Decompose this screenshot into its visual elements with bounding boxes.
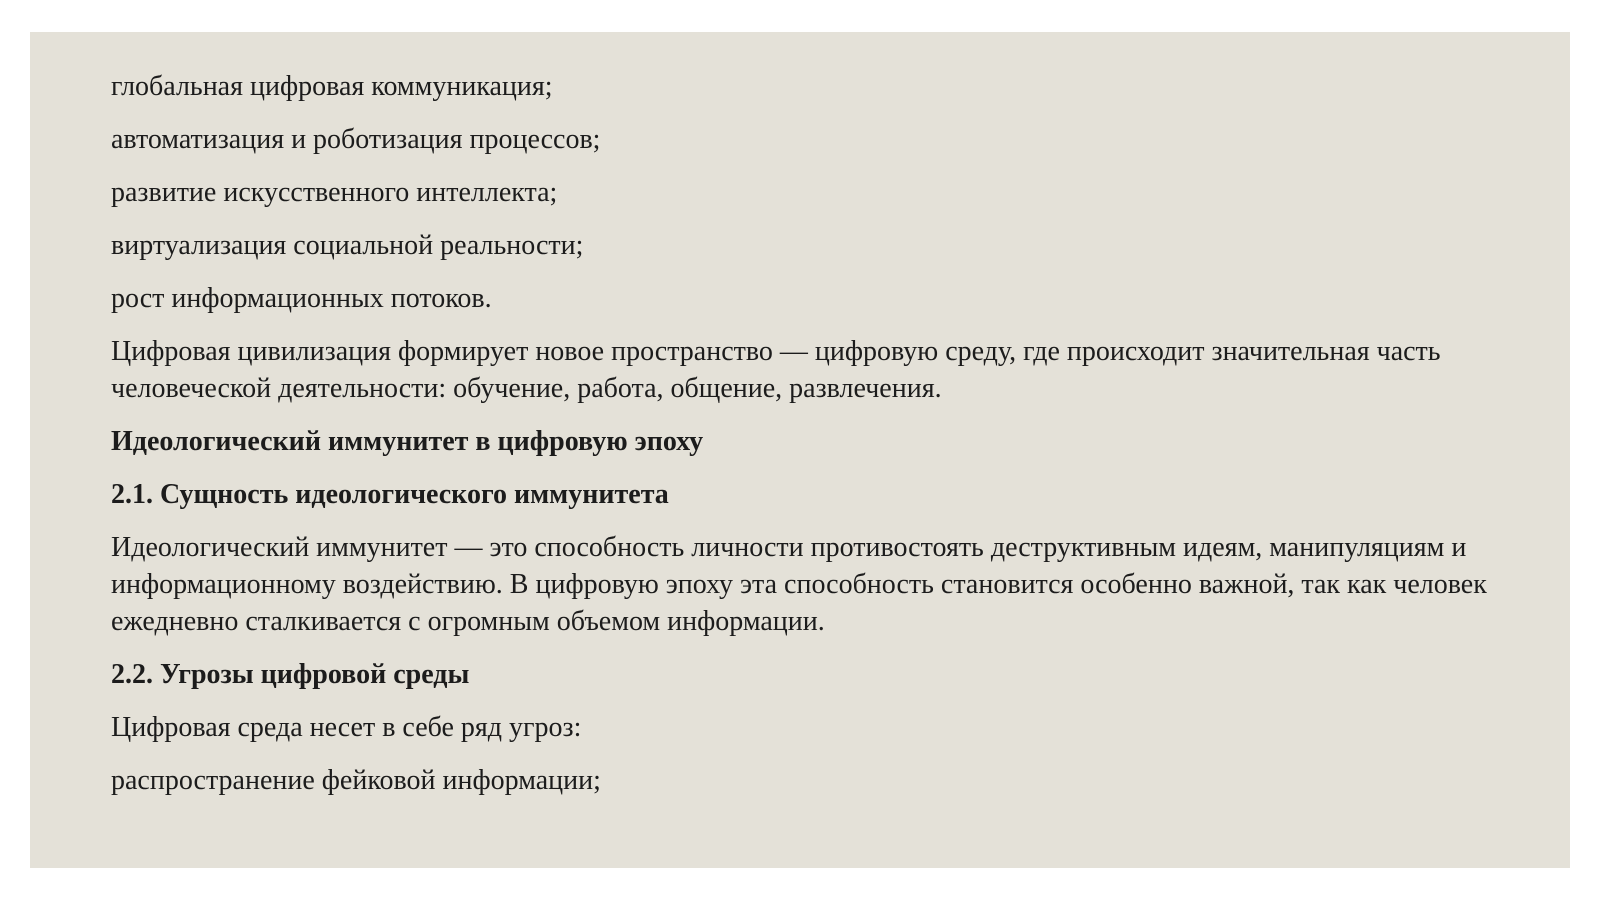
slide — [30, 32, 1570, 868]
subsection-heading-2-1: 2.1. Сущность идеологического иммунитета — [111, 479, 669, 510]
list-item-fake-information: распространение фейковой информации; — [111, 765, 601, 796]
list-item-information-growth: рост информационных потоков. — [111, 283, 492, 314]
list-item-global-communication: глобальная цифровая коммуникация; — [111, 71, 553, 102]
list-item-ai-development: развитие искусственного интеллекта; — [111, 177, 558, 208]
list-item-automation: автоматизация и роботизация процессов; — [111, 124, 601, 155]
slide-content — [111, 68, 1531, 815]
section-heading: Идеологический иммунитет в цифровую эпоху — [111, 426, 704, 457]
paragraph-immunity-definition: Идеологический иммунитет — это способность личности противостоять деструктивным идеям, манипуляциям и информационному воздействию. В цифровую эпоху эта способность становится особенно важной, так как человек ежедневно сталкивается с огромным объемом информации. — [111, 532, 1487, 637]
subsection-heading-2-2: 2.2. Угрозы цифровой среды — [111, 659, 470, 690]
list-item-virtualization: виртуализация социальной реальности; — [111, 230, 584, 261]
paragraph-threats-intro: Цифровая среда несет в себе ряд угроз: — [111, 712, 582, 743]
paragraph-digital-civilization: Цифровая цивилизация формирует новое пространство — цифровую среду, где происходит значительная часть человеческой деятельности: обучение, работа, общение, развлечения. — [111, 336, 1441, 404]
